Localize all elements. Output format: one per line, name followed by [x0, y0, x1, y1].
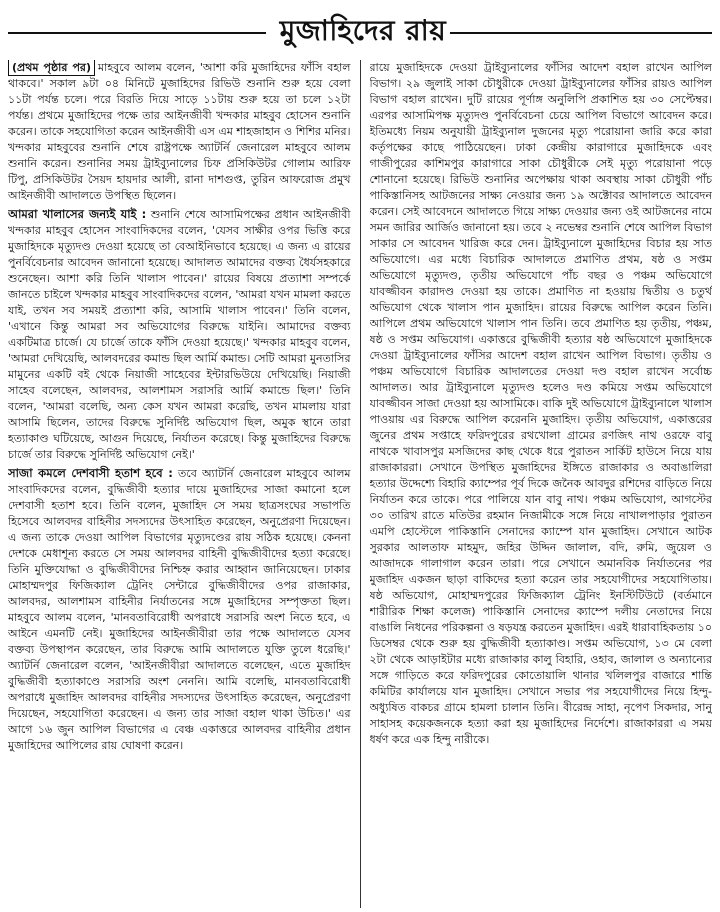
headline: মুজাহিদের রায়	[279, 14, 447, 47]
paragraph-sentence	[8, 465, 351, 754]
subheading-sentence: সাজা কমলে দেশবাসী হতাশ হবে :	[8, 466, 173, 480]
paragraph-appeal: রায়ে মুজাহিদকে দেওয়া ট্রাইব্যুনালের ফাঁসির আদেশ বহাল রাখেন আপিল বিভাগ। ২৯ জুলাই সাকা চৌধুরীকে দেওয়া ট্রাইব্যুনালের ফাঁসির রায়ও আপিল বিভাগ বহাল রাখেন। দুটি রায়ের পূর্ণাঙ্গ অনুলিপি প্রকাশিত হয় ৩০ সেপ্টেম্বর। এরপর আসামিপক্ষ মৃত্যুদণ্ড পুনর্বিবেচনা চেয়ে আপিল বিভাগে আবেদন করে। ইতিমধ্যে নিয়ম অনুযায়ী ট্রাইব্যুনাল দুজনের মৃত্যু পরোয়ানা জারি করে কারা কর্তৃপক্ষের কাছে পাঠিয়েছেন। ঢাকা কেন্দ্রীয় কারাগারে মুজাহিদকে এবং গাজীপুরের কাশিমপুর কারাগারে সাকা চৌধুরীকে সেই মৃত্যু পরোয়ানা পড়ে শোনানো হয়েছে। রিভিউ শুনানির অপেক্ষায় থাকা অবস্থায় সাকা চৌধুরী পাঁচ পাকিস্তানিসহ আটজনের সাক্ষ্য নেওয়ার জন্য ১৯ অক্টোবর আদালতে আবেদন করেন। সেই আবেদনে আদালতে গিয়ে সাক্ষ্য দেওয়ার জন্য ওই আটজনের নামে সমন জারির আর্জিও জানানো হয়। তবে ২ নভেম্বর শুনানি শেষে আপিল বিভাগ সাকার সে আবেদন খারিজ করে দেন। ট্রাইব্যুনালে মুজাহিদের বিচার হয় সাত অভিযোগে। এর মধ্যে বিচারিক আদালতে প্রমাণিত প্রথম, ষষ্ঠ ও সপ্তম অভিযোগে মৃত্যুদণ্ড, তৃতীয় অভিযোগে পাঁচ বছর ও পঞ্চম অভিযোগে যাবজ্জীবন কারাদণ্ড দেওয়া হয় তাকে। প্রমাণিত না হওয়ায় দ্বিতীয় ও চতুর্থ অভিযোগ থেকে খালাস পান মুজাহিদ। রায়ের বিরুদ্ধে আপিল করেন তিনি। আপিলে প্রথম অভিযোগে খালাস পান তিনি। তবে প্রমাণিত হয় তৃতীয়, পঞ্চম, ষষ্ঠ ও সপ্তম অভিযোগ। একাত্তরে বুদ্ধিজীবী হত্যার ষষ্ঠ অভিযোগে মুজাহিদকে দেওয়া ট্রাইব্যুনালের ফাঁসির আদেশ বহাল রাখেন আপিল বিভাগ। তৃতীয় ও পঞ্চম অভিযোগে বিচারিক আদালতের দেওয়া দণ্ড বহাল রাখেন সর্বোচ্চ আদালত। আর ট্রাইব্যুনালে মৃত্যুদণ্ড হলেও দণ্ড কমিয়ে সপ্তম অভিযোগে যাবজ্জীবন সাজা দেওয়া হয় আসামিকে। বাকি দুই অভিযোগে ট্রাইব্যুনালে খালাস পাওয়ায় এর বিরুদ্ধে আপিল করেননি মুজাহিদ। তৃতীয় অভিযোগ, একাত্তরের জুনের প্রথম সপ্তাহে ফরিদপুরের রথখোলা গ্রামের রণজিৎ নাথ ওরফে বাবু নাথকে খাবাসপুর মসজিদের কাছ থেকে ধরে পুরাতন সার্কিট হাউসে নিয়ে যায় রাজাকাররা। সেখানে উপস্থিত মুজাহিদের ইঙ্গিতে রাজাকার ও অবাঙালিরা হত্যার উদ্দেশ্যে বিহারি ক্যাম্পের পূর্ব দিকে জনৈক আবদুর রশিদের বাড়িতে নিয়ে নির্যাতন করে তাকে। পরে পালিয়ে যান বাবু নাথ। পঞ্চম অভিযোগ, আগস্টের ৩০ তারিখ রাতে মতিউর রহমান নিজামীকে সঙ্গে নিয়ে নাখালপাড়ার পুরাতন এমপি হোস্টেলে পাকিস্তানি সেনাদের ক্যাম্পে যান মুজাহিদ। সেখানে আটক সুরকার আলতাফ মাহমুদ, জহির উদ্দিন জালাল, বদি, রুমি, জুয়েল ও আজাদকে গালাগাল করেন তারা। পরে সেখানে অমানবিক নির্যাতনের পর মুজাহিদ একজন ছাড়া বাকিদের হত্যা করেন তার সহযোগীদের সহযোগিতায়। ষষ্ঠ অভিযোগ, মোহাম্মদপুরের ফিজিক্যাল ট্রেনিং ইনস্টিটিউটে (বর্তমানে শারীরিক শিক্ষা কলেজ) পাকিস্তানি সেনাদের ক্যাম্পে দলীয় নেতাদের নিয়ে বাঙালি নিধনের পরিকল্পনা ও ষড়যন্ত্র করতেন মুজাহিদ। এরই ধারাবাহিকতায় ১০ ডিসেম্বর থেকে শুরু হয় বুদ্ধিজীবী হত্যাকাণ্ড। সপ্তম অভিযোগ, ১৩ মে বেলা ২টা থেকে আড়াইটার মধ্যে রাজাকার কালু বিহারি, ওহাব, জালাল ও অন্যান্যের সঙ্গে গাড়িতে করে ফরিদপুরের কোতোয়ালি থানার খলিলপুর বাজারে শান্তি কমিটির কার্যালয়ে যান মুজাহিদ। সেখানে সভার পর সহযোগীদের নিয়ে হিন্দু-অধ্যুষিত বাকচর গ্রামে হামলা চালান তিনি। বীরেন্দ্র সাহা, নৃপেণ সিকদার, সানু সাহাসহ কয়েকজনকে হত্যা করা হয় মুজাহিদের নির্দেশে। রাজাকাররা এ সময় ধর্ষণ করে এক হিন্দু নারীকে।	[369, 61, 713, 746]
paragraph-acquittal-text: শুনানি শেষে আসামিপক্ষের প্রধান আইনজীবী খন্দকার মাহবুব হোসেন সাংবাদিকদের বলেন, 'যেসব সাক্ষীর ওপর ভিত্তি করে মুজাহিদকে মৃত্যুদণ্ড দেওয়া হয়েছে তা বেআইনিভাবে হয়েছে। এ জন্য এ রায়ের পুনর্বিবেচনার আবেদন জানানো হয়েছে। আদালত আমাদের বক্তব্য ধৈর্যসহকারে শুনেছেন। আশা করি তিনি খালাস পাবেন।' রায়ের বিষয়ে প্রত্যাশা সম্পর্কে জানতে চাইলে খন্দকার মাহবুব সাংবাদিকদের বলেন, 'আমরা যখন মামলা করতে যাই, তখন সব সময়ই প্রত্যাশা করি, আসামি খালাস পাবেন।' তিনি বলেন, 'এখানে কিন্তু আমরা সব অভিযোগের বিরুদ্ধে যাইনি। আমাদের বক্তব্য একটিমাত্র চার্জে। যে চার্জে তাকে ফাঁসি দেওয়া হয়েছে।' খন্দকার মাহবুব বলেন, 'আমরা দেখিয়েছি, আলবদরের কমান্ড ছিল আর্মি কমান্ড। সেটি আমরা মুনতাসির মামুনের একটি বই থেকে নিয়াজী সাহেবের ইন্টারভিউয়ে দেখিয়েছি। নিয়াজী সাহেব বলেছেন, আলবদর, আলশামস সরাসরি আর্মি কমান্ডে ছিল।' তিনি বলেন, 'আমরা বলেছি, অন্য কেস যখন আমরা করেছি, তখন মামলায় যারা আসামি ছিলেন, তাদের বিরুদ্ধে সুনির্দিষ্ট অভিযোগ ছিল, অমুক স্থানে তারা হত্যাকাণ্ড ঘটিয়েছে, আগুন দিয়েছে, নির্যাতন করেছে। কিন্তু মুজাহিদের বিরুদ্ধে চার্জে তার বিরুদ্ধে সুনির্দিষ্ট অভিযোগ নেই।'	[8, 208, 351, 461]
column-divider	[360, 60, 361, 908]
paragraph-sentence-text: তবে অ্যাটর্নি জেনারেল মাহবুবে আলম সাংবাদিকদের বলেন, বুদ্ধিজীবী হত্যার দায়ে মুজাহিদের সাজা কমানো হলে দেশবাসী হতাশ হবে। তিনি বলেন, মুজাহিদ সে সময় ছাত্রসংঘের সভাপতি হিসেবে আলবদর বাহিনীর সদস্যদের উৎসাহিত করেছেন, অনুপ্রেরণা দিয়েছেন। এ জন্য তাকে দেওয়া আপিল বিভাগের মৃত্যুদণ্ডের রায় সঠিক হয়েছে। কেননা দেশকে মেধাশূন্য করতে সে সময় আলবদর বাহিনী বুদ্ধিজীবীদের হত্যা করেছে। তিনি মুক্তিযোদ্ধা ও বুদ্ধিজীবীদের নিশ্চিহ্ন করার আহ্বান জানিয়েছেন। ঢাকার মোহাম্মদপুর ফিজিক্যাল ট্রেনিং সেন্টারে বুদ্ধিজীবীদের ওপর রাজাকার, আলবদর, আলশামস বাহিনীর নির্যাতনের সঙ্গে মুজাহিদের সম্পৃক্ততা ছিল। মাহবুবে আলম বলেন, 'মানবতাবিরোধী অপরাধে সরাসরি অংশ নিতে হবে, এ আইনে এমনটি নেই। মুজাহিদের আইনজীবীরা তার পক্ষে আদালতে যেসব বক্তব্য উপস্থাপন করেছেন, তার বিরুদ্ধে আমি আদালতে যুক্তি তুলে ধরেছি।' অ্যাটর্নি জেনারেল বলেন, 'আইনজীবীরা আদালতে বলেছেন, এতে মুজাহিদ বুদ্ধিজীবী হত্যাকাণ্ডে সরাসরি অংশ নেননি। আমি বলেছি, মানবতাবিরোধী অপরাধে মুজাহিদ আলবদর বাহিনীর সদস্যদের উৎসাহিত করেছেন, অনুপ্রেরণা দিয়েছেন, সহযোগিতা করেছেন। এ জন্য তার সাজা বহাল থাকা উচিত।' এর আগে ১৬ জুন আপিল বিভাগের এ বেঞ্চ একাত্তরে আলবদর বাহিনীর প্রধান মুজাহিদের আপিলের রায় ঘোষণা করেন।	[8, 467, 351, 752]
continuation-tag: (প্রথম পৃষ্ঠার পর)	[8, 60, 95, 76]
paragraph-intro	[8, 60, 351, 204]
subheading-acquittal: আমরা খালাসের জন্যই যাই :	[8, 207, 147, 221]
article-column-left	[8, 60, 351, 908]
article-columns	[8, 60, 712, 908]
article-column-right	[370, 60, 713, 908]
headline-rule-right	[450, 32, 712, 34]
paragraph-intro-text: মাহবুবে আলম বলেন, 'আশা করি মুজাহিদের ফাঁসি বহাল থাকবে।' সকাল ৯টা ০৪ মিনিটে মুজাহিদের রিভিউ শুনানি শুরু হয়ে বেলা ১১টা পর্যন্ত চলে। পরে বিরতি দিয়ে সাড়ে ১১টায় শুরু হয়ে তা চলে ১২টা পর্যন্ত। প্রথমে মুজাহিদের পক্ষে তার আইনজীবী খন্দকার মাহবুব হোসেন শুনানি করেন। তাকে সহযোগিতা করেন আইনজীবী এস এম শাহজাহান ও শিশির মনির। খন্দকার মাহবুবের শুনানি শেষে রাষ্ট্রপক্ষে অ্যাটর্নি জেনারেল মাহবুবে আলম শুনানি করেন। শুনানির সময় ট্রাইব্যুনালের চিফ প্রসিকিউটর গোলাম আরিফ টিপু, প্রসিকিউটর সৈয়দ হায়দার আলী, রানা দাশগুপ্ত, তুরিন আফরোজ প্রমুখ আইনজীবী আদালতে উপস্থিত ছিলেন।	[8, 61, 351, 202]
paragraph-acquittal	[8, 206, 351, 463]
headline-bar	[8, 6, 712, 58]
headline-rule-left	[8, 32, 266, 34]
